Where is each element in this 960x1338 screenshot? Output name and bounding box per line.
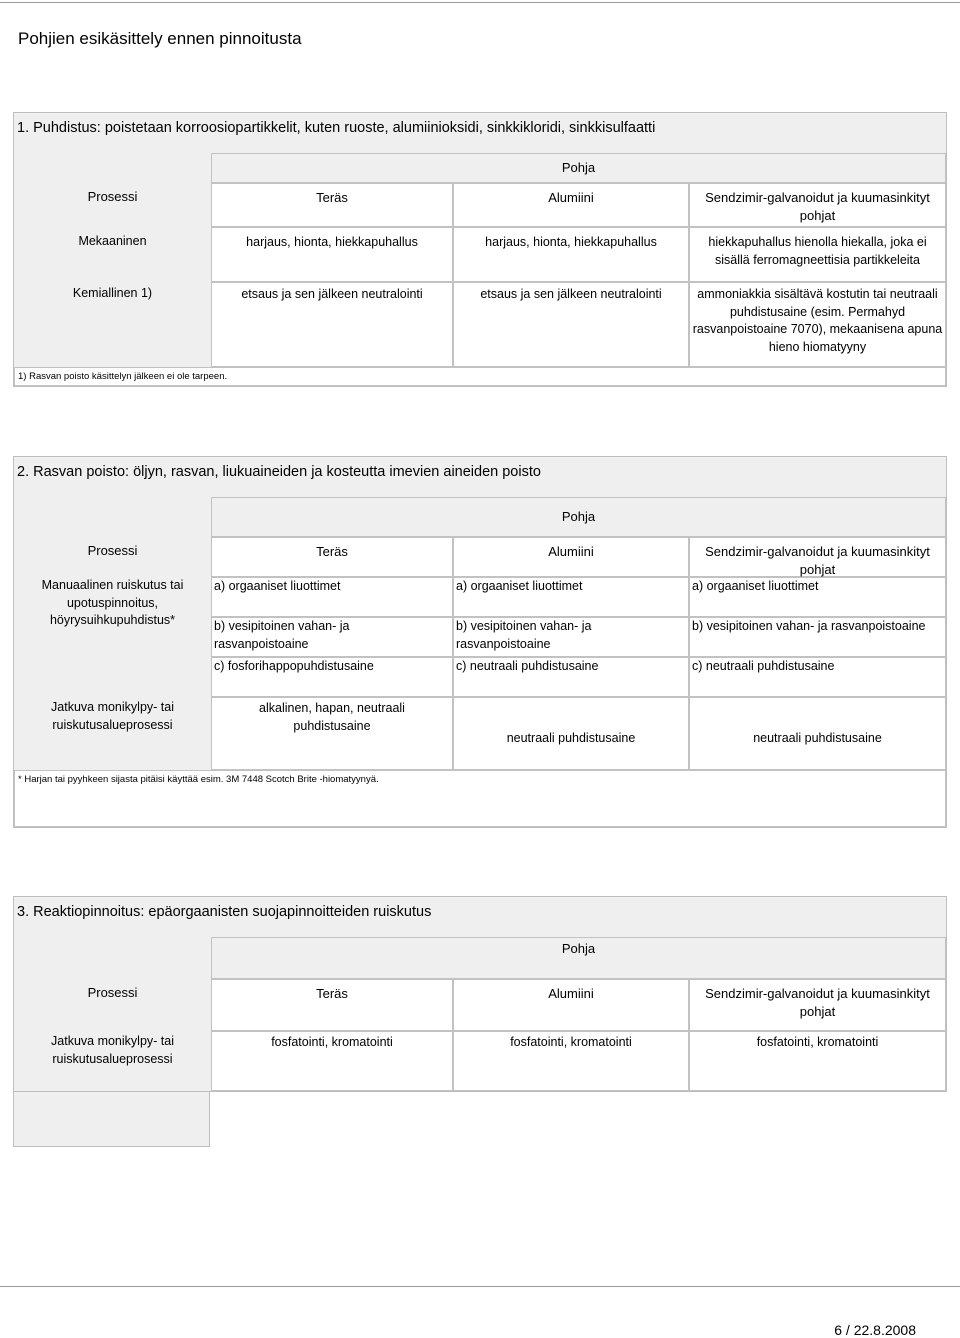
steel-header: Teräs: [211, 537, 453, 577]
process-header: Prosessi: [87, 543, 138, 558]
aluminium-option-c: c) neutraali puhdistusaine: [453, 657, 689, 697]
aluminium-option-b: b) vesipitoinen vahan- ja rasvanpoistoaine: [453, 617, 689, 657]
process-manual: Manuaalinen ruiskutus tai upotuspinnoitus, höyrysuihkupuhdistus*: [41, 578, 184, 627]
steel-continuous: alkalinen, hapan, neutraali puhdistusaine: [211, 697, 453, 770]
section-title: 1. Puhdistus: poistetaan korroosiopartikkelit, kuten ruoste, alumiinioksidi, sinkkikloridi, sinkkisulfaatti: [14, 113, 946, 153]
section-degreasing: [13, 456, 947, 828]
aluminium-header: Alumiini: [453, 537, 689, 577]
aluminium-option-a: a) orgaaniset liuottimet: [453, 577, 689, 617]
steel-option-c: c) fosforihappopuhdistusaine: [211, 657, 453, 697]
bottom-rule: [0, 1286, 960, 1287]
steel-header: Teräs: [211, 183, 453, 227]
aluminium-header: Alumiini: [453, 183, 689, 227]
section-title: 3. Reaktiopinnoitus: epäorgaanisten suojapinnoitteiden ruiskutus: [14, 897, 946, 937]
galvanized-header: Sendzimir-galvanoidut ja kuumasinkityt pohjat: [689, 979, 946, 1031]
process-header: Prosessi: [87, 189, 138, 204]
footnote: 1) Rasvan poisto käsittelyn jälkeen ei ole tarpeen.: [14, 367, 946, 386]
aluminium-continuous: neutraali puhdistusaine: [453, 697, 689, 770]
process-chemical: Kemiallinen 1): [72, 286, 153, 300]
steel-mechanical: harjaus, hionta, hiekkapuhallus: [211, 227, 453, 282]
aluminium-header: Alumiini: [453, 979, 689, 1031]
process-mechanical: Mekaaninen: [78, 234, 147, 248]
process-continuous: Jatkuva monikylpy- tai ruiskutusalueprosessi: [51, 700, 174, 732]
section-cleaning: [13, 112, 947, 387]
footnote: * Harjan tai pyyhkeen sijasta pitäisi käyttää esim. 3M 7448 Scotch Brite -hiomatyynyä.: [14, 770, 946, 827]
steel-option-b: b) vesipitoinen vahan- ja rasvanpoistoaine: [211, 617, 453, 657]
aluminium-mechanical: harjaus, hionta, hiekkapuhallus: [453, 227, 689, 282]
aluminium-chemical: etsaus ja sen jälkeen neutralointi: [453, 282, 689, 367]
galvanized-option-c: c) neutraali puhdistusaine: [689, 657, 946, 697]
galvanized-mechanical: hiekkapuhallus hienolla hiekalla, joka ei sisällä ferromagneettisia partikkeleita: [689, 227, 946, 282]
steel-continuous: fosfatointi, kromatointi: [211, 1031, 453, 1091]
galvanized-header: Sendzimir-galvanoidut ja kuumasinkityt pohjat: [689, 537, 946, 577]
section-3-tail: [13, 1092, 210, 1147]
steel-chemical: etsaus ja sen jälkeen neutralointi: [211, 282, 453, 367]
process-continuous: Jatkuva monikylpy- tai ruiskutusalueprosessi: [51, 1034, 174, 1066]
pohja-header: Pohja: [211, 497, 946, 537]
pohja-header: Pohja: [211, 937, 946, 979]
galvanized-header: Sendzimir-galvanoidut ja kuumasinkityt pohjat: [689, 183, 946, 227]
page-footer: 6 / 22.8.2008: [834, 1322, 916, 1338]
process-header: Prosessi: [87, 985, 138, 1000]
aluminium-continuous: fosfatointi, kromatointi: [453, 1031, 689, 1091]
steel-option-a: a) orgaaniset liuottimet: [211, 577, 453, 617]
section-title: 2. Rasvan poisto: öljyn, rasvan, liukuaineiden ja kosteutta imevien aineiden poisto: [14, 457, 946, 497]
top-rule: [0, 2, 960, 3]
galvanized-option-a: a) orgaaniset liuottimet: [689, 577, 946, 617]
galvanized-continuous: fosfatointi, kromatointi: [689, 1031, 946, 1091]
steel-header: Teräs: [211, 979, 453, 1031]
section-reaction-coating: [13, 896, 947, 1092]
pohja-header: Pohja: [211, 153, 946, 183]
galvanized-chemical: ammoniakkia sisältävä kostutin tai neutraali puhdistusaine (esim. Permahyd rasvanpoistoaine 7070), mekaanisena apuna hieno hiomatyyny: [689, 282, 946, 367]
page-title: Pohjien esikäsittely ennen pinnoitusta: [18, 29, 302, 48]
galvanized-option-b: b) vesipitoinen vahan- ja rasvanpoistoaine: [689, 617, 946, 657]
galvanized-continuous: neutraali puhdistusaine: [689, 697, 946, 770]
